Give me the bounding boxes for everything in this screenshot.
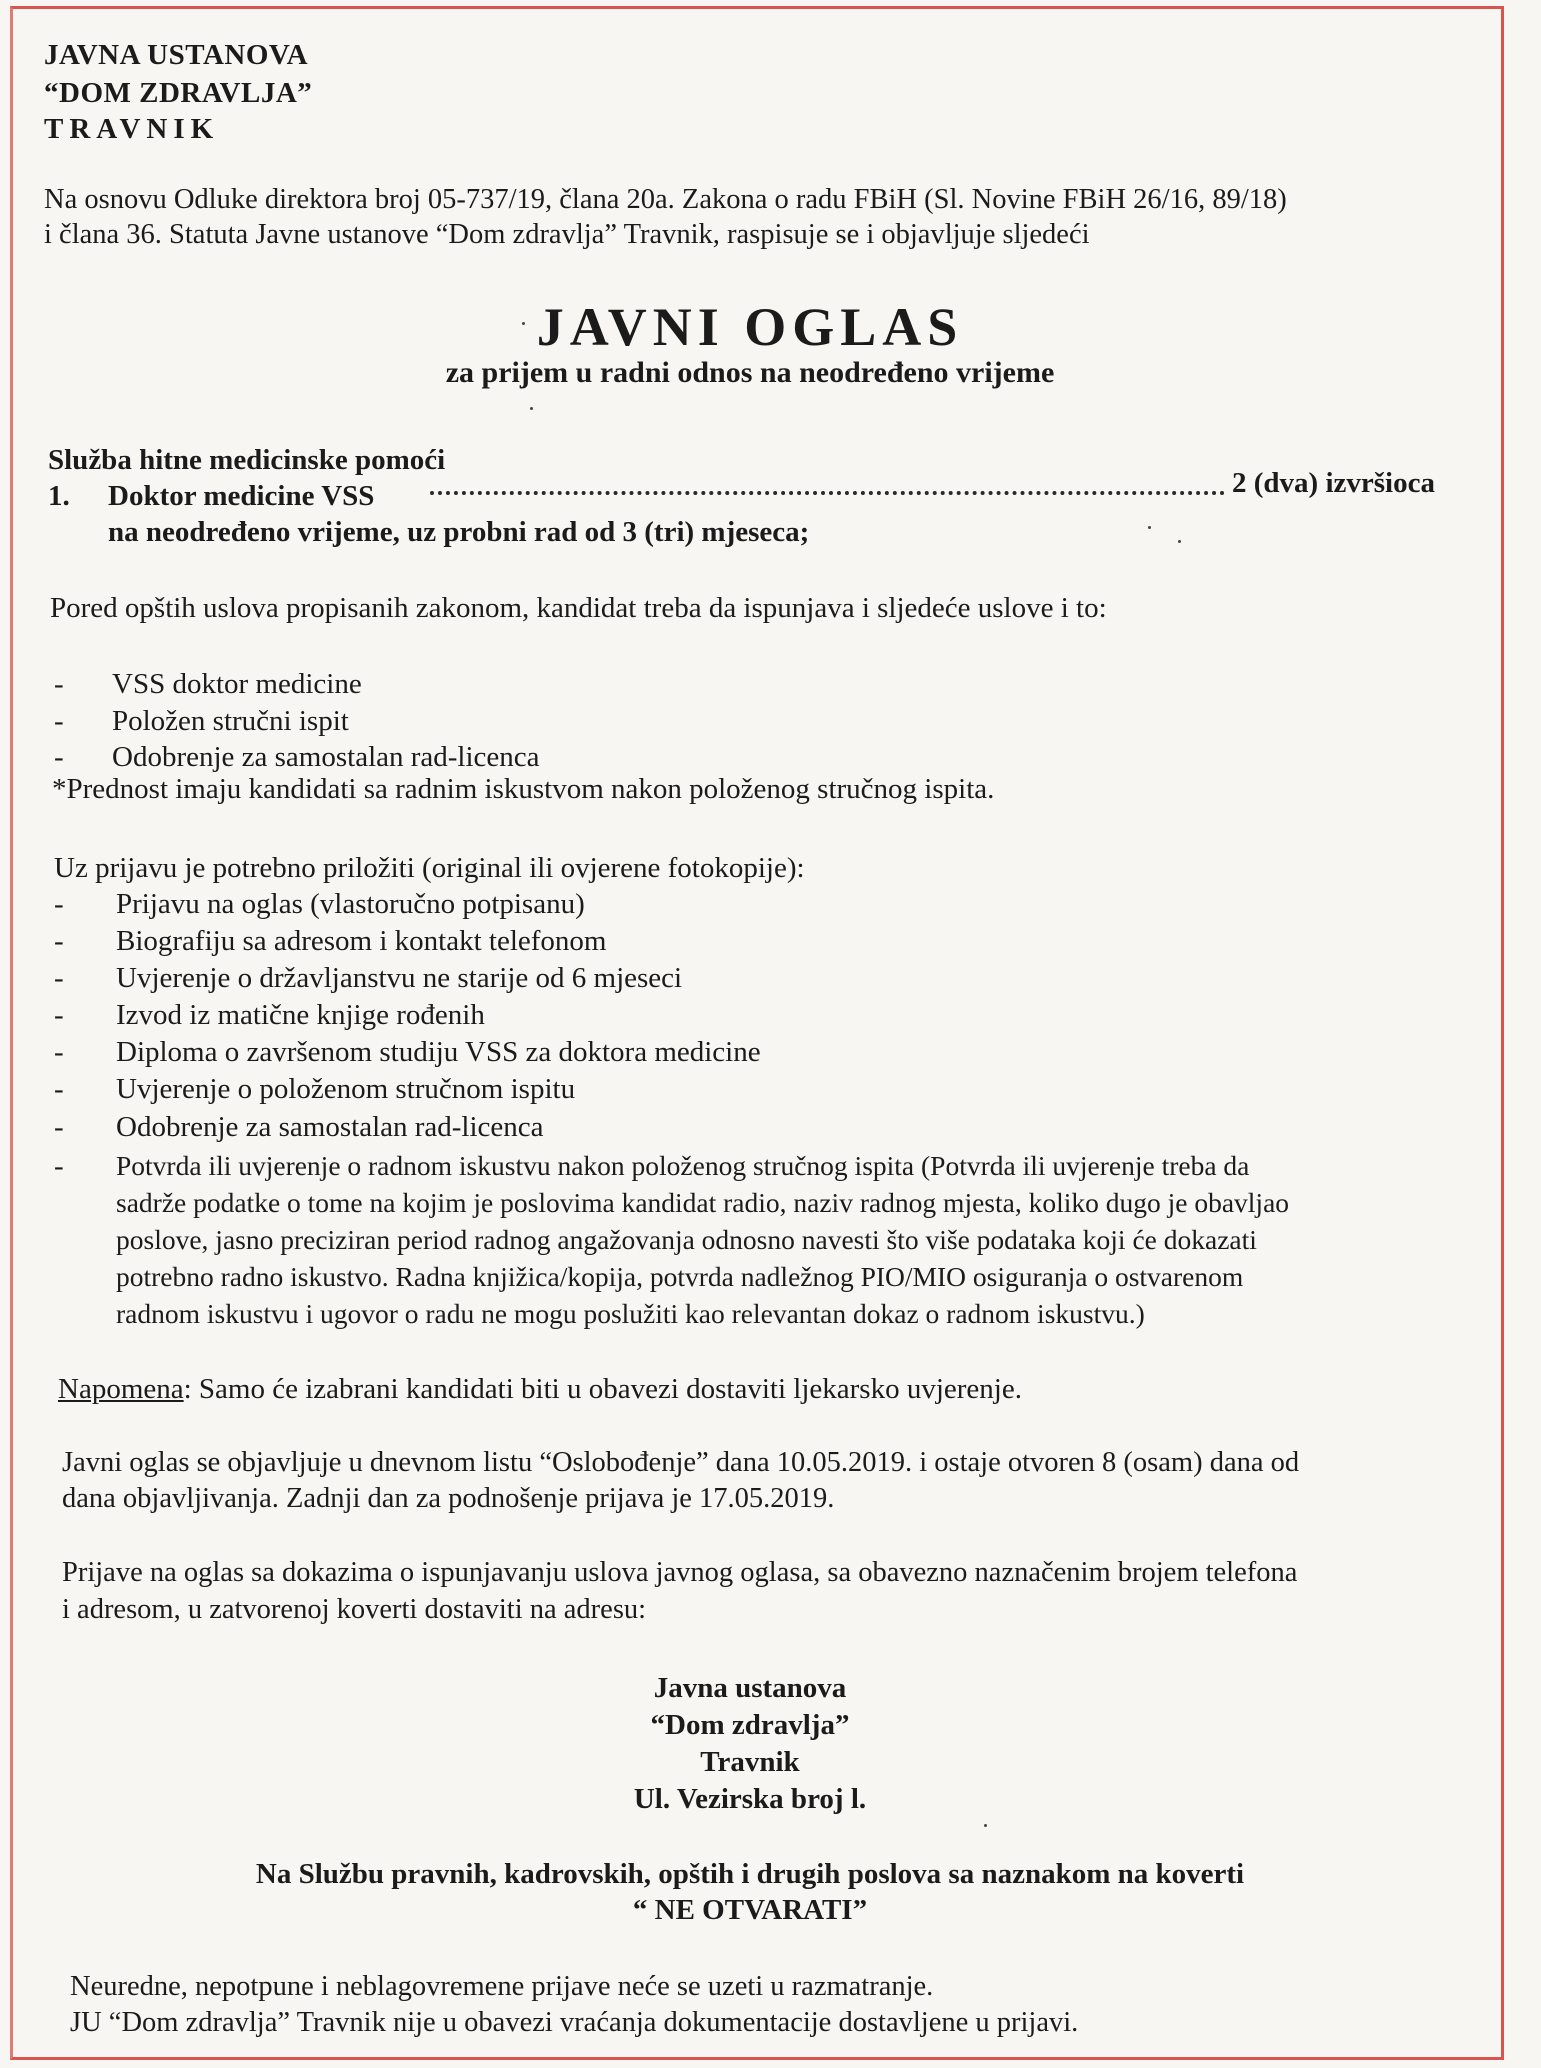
- note-paragraph: [58, 1372, 1022, 1406]
- scan-speck: [984, 1824, 987, 1827]
- scan-speck: [1148, 526, 1151, 529]
- publication-line-1: Javni oglas se objavljuje u dnevnom listu “Oslobođenje” dana 10.05.2019. i ostaje otvoren 8 (osam) dana od: [62, 1447, 1300, 1478]
- intro-line-2: i člana 36. Statuta Javne ustanove “Dom zdravlja” Travnik, raspisuje se i objavljuje sljedeći: [44, 219, 1090, 250]
- experience-doc-line: Potvrda ili uvjerenje o radnom iskustvu nakon položenog stručnog ispita (Potvrda ili uvjerenje treba da: [116, 1150, 1250, 1181]
- document-item: Biografiju sa adresom i kontakt telefonom: [116, 925, 607, 957]
- address-line-3: Travnik: [700, 1746, 800, 1778]
- header-name: “DOM ZDRAVLJA”: [44, 77, 313, 109]
- experience-doc-line: sadrže podatke o tome na kojim je poslovima kandidat radio, naziv radnog mjesta, koliko dugo je obavljao: [116, 1187, 1290, 1218]
- position-count: 2 (dva) izvršioca: [1232, 467, 1435, 499]
- document-item: Prijavu na oglas (vlastoručno potpisanu): [116, 888, 585, 920]
- document-item: Odobrenje za samostalan rad-licenca: [116, 1111, 544, 1143]
- scan-speck: [530, 407, 533, 410]
- header-institution: JAVNA USTANOVA: [44, 39, 309, 71]
- list-dash: -: [54, 1111, 64, 1143]
- document-item: Diploma o završenom studiju VSS za doktora medicine: [116, 1036, 761, 1068]
- documents-intro: Uz prijavu je potrebno priložiti (original ili ovjerene fotokopije):: [54, 852, 805, 884]
- dotted-leader: [430, 487, 1225, 495]
- list-dash: -: [54, 962, 64, 994]
- scan-speck: [522, 322, 525, 325]
- list-dash: -: [54, 741, 64, 773]
- scan-speck: [1178, 540, 1181, 543]
- experience-doc-line: radnom iskustvu i ugovor o radu ne mogu poslužiti kao relevantan dokaz o radnom iskustvu.): [116, 1298, 1145, 1329]
- note-text: : Samo će izabrani kandidati biti u obavezi dostaviti ljekarsko uvjerenje.: [183, 1373, 1022, 1405]
- page-subtitle: za prijem u radni odnos na neodređeno vrijeme: [445, 356, 1055, 389]
- condition-item: VSS doktor medicine: [112, 668, 362, 700]
- note-label: Napomena: [58, 1373, 184, 1405]
- list-dash: -: [54, 925, 64, 957]
- conditions-intro: Pored opštih uslova propisanih zakonom, kandidat treba da ispunjava i sljedeće uslove i to:: [50, 592, 1107, 624]
- priority-note: *Prednost imaju kandidati sa radnim iskustvom nakon položenog stručnog ispita.: [52, 773, 995, 805]
- address-line-2: “Dom zdravlja”: [650, 1709, 850, 1741]
- condition-item: Položen stručni ispit: [112, 705, 349, 737]
- submission-line-2: i adresom, u zatvorenoj koverti dostaviti na adresu:: [62, 1594, 647, 1625]
- document-item: Izvod iz matične knjige rođenih: [116, 999, 485, 1031]
- publication-line-2: dana objavljivanja. Zadnji dan za podnošenje prijava je 17.05.2019.: [62, 1483, 835, 1514]
- position-number: 1.: [48, 480, 70, 512]
- position-terms: na neodređeno vrijeme, uz probni rad od 3 (tri) mjeseca;: [108, 516, 810, 548]
- list-dash: -: [54, 999, 64, 1031]
- experience-doc-line: poslove, jasno preciziran period radnog angažovanja odnosno navesti što više podataka koji će dokazati: [116, 1224, 1257, 1255]
- list-dash: -: [54, 1150, 64, 1182]
- address-line-1: Javna ustanova: [653, 1672, 847, 1704]
- list-dash: -: [54, 668, 64, 700]
- document-item: Uvjerenje o položenom stručnom ispitu: [116, 1073, 576, 1105]
- footer-line-1: Neuredne, nepotpune i neblagovremene prijave neće se uzeti u razmatranje.: [70, 1971, 934, 2002]
- service-name: Služba hitne medicinske pomoći: [48, 444, 446, 476]
- experience-doc-line: potrebno radno iskustvo. Radna knjižica/kopija, potvrda nadležnog PIO/MIO osiguranja o ostvarenom: [116, 1261, 1244, 1292]
- list-dash: -: [54, 888, 64, 920]
- submission-line-1: Prijave na oglas sa dokazima o ispunjavanju uslova javnog oglasa, sa obavezno naznačenim brojem telefona: [62, 1557, 1298, 1588]
- envelope-line-2: “ NE OTVARATI”: [632, 1894, 868, 1926]
- page-title: JAVNI OGLAS: [536, 297, 964, 357]
- envelope-line-1: Na Službu pravnih, kadrovskih, opštih i drugih poslova sa naznakom na koverti: [255, 1858, 1245, 1890]
- footer-line-2: JU “Dom zdravlja” Travnik nije u obavezi vraćanja dokumentacije dostavljene u prijavi.: [70, 2007, 1079, 2038]
- list-dash: -: [54, 1036, 64, 1068]
- document-item: Uvjerenje o državljanstvu ne starije od 6 mjeseci: [116, 962, 683, 994]
- intro-line-1: Na osnovu Odluke direktora broj 05-737/19, člana 20a. Zakona o radu FBiH (Sl. Novine FBiH 26/16, 89/18): [44, 184, 1287, 215]
- condition-item: Odobrenje za samostalan rad-licenca: [112, 741, 540, 773]
- address-line-4: Ul. Vezirska broj l.: [633, 1783, 867, 1815]
- list-dash: -: [54, 705, 64, 737]
- position-name: Doktor medicine VSS: [108, 480, 375, 512]
- header-city: TRAVNIK: [44, 113, 220, 145]
- list-dash: -: [54, 1073, 64, 1105]
